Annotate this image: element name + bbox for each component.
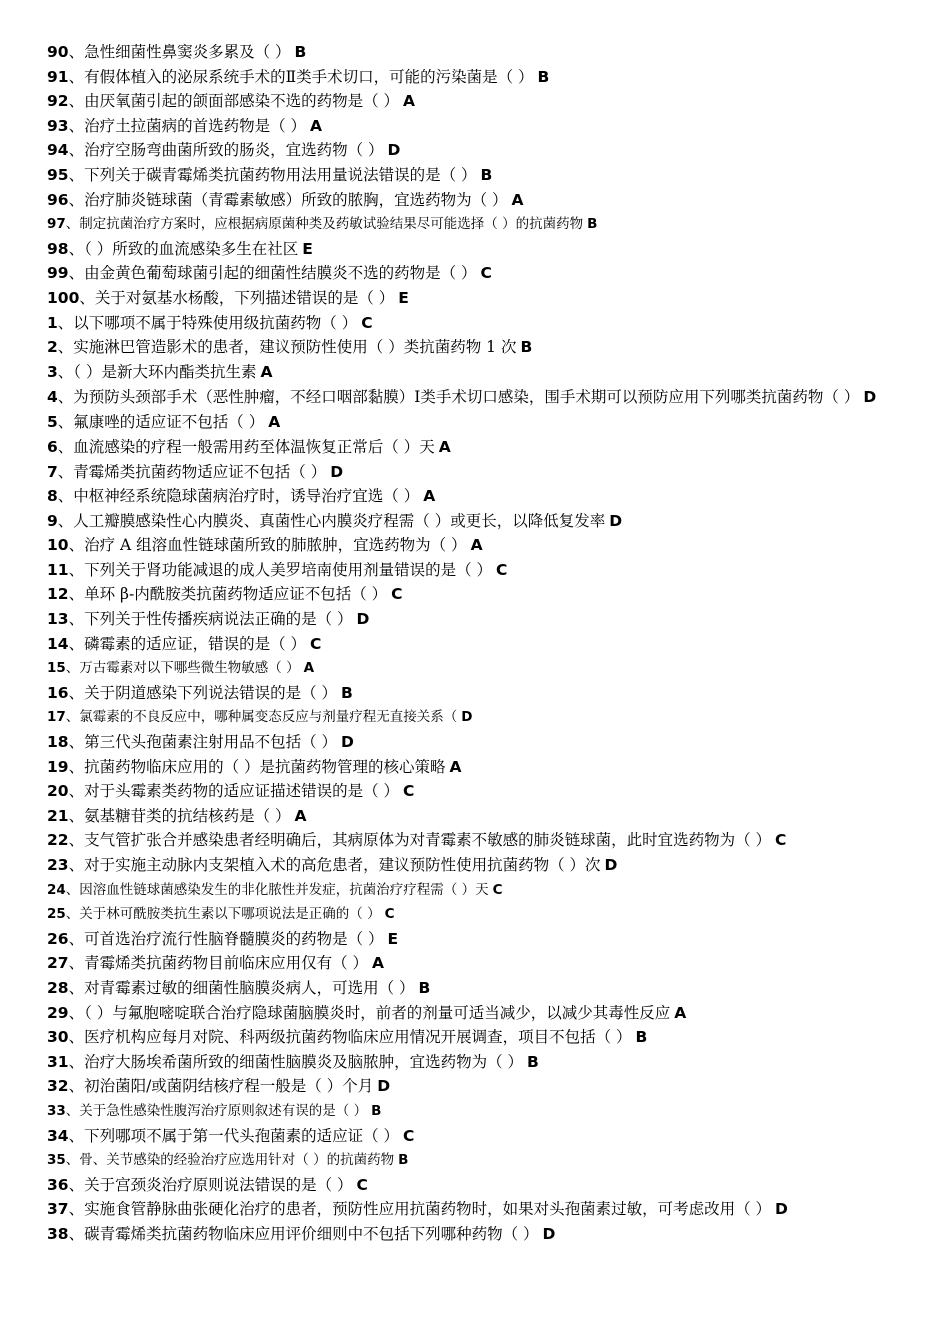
question-text: 、下列关于碳青霉烯类抗菌药物用法用量说法错误的是（ ） (68, 165, 477, 184)
answer-letter: D (609, 511, 623, 530)
answer-letter: B (398, 1152, 409, 1169)
answer-letter: A (423, 487, 436, 506)
answer-letter: C (356, 1175, 368, 1194)
question-item (47, 237, 917, 262)
question-text: 、治疗空肠弯曲菌所致的肠炎，宜选药物（ ） (68, 141, 384, 160)
question-item (47, 163, 917, 188)
question-text: 、对于实施主动脉内支架植入术的高危患者，建议预防性使用抗菌药物（ ）次 (68, 856, 601, 874)
answer-letter: C (492, 881, 503, 898)
question-item (47, 1074, 917, 1099)
question-number: 91 (47, 67, 69, 86)
question-number: 37 (47, 1200, 69, 1219)
question-item (47, 951, 917, 976)
question-item (47, 509, 917, 534)
question-number: 3 (47, 362, 58, 381)
question-number: 33 (47, 1102, 66, 1119)
question-item (47, 1099, 917, 1124)
question-number: 35 (47, 1152, 66, 1169)
question-item (47, 558, 917, 583)
question-text: 、下列关于肾功能减退的成人美罗培南使用剂量错误的是（ ） (68, 560, 493, 579)
question-item (47, 40, 917, 65)
answer-letter: D (356, 610, 370, 629)
question-number: 30 (47, 1028, 69, 1047)
answer-letter: B (341, 683, 353, 702)
question-number: 5 (47, 413, 58, 432)
answer-letter: B (418, 978, 431, 997)
question-text: 、抗菌药物临床应用的（ ）是抗菌药物管理的核心策略 (68, 757, 446, 776)
answer-letter: E (398, 288, 409, 307)
question-text: 、中枢神经系统隐球菌病治疗时，诱导治疗宜选（ ） (57, 487, 420, 506)
question-text: 、治疗大肠埃希菌所致的细菌性脑膜炎及脑脓肿，宜选药物为（ ） (68, 1052, 524, 1071)
answer-letter: A (674, 1003, 687, 1022)
question-number: 16 (47, 683, 69, 702)
question-text: 、急性细菌性鼻窦炎多累及（ ） (68, 43, 291, 61)
question-text: 、碳青霉烯类抗菌药物临床应用评价细则中不包括下列哪种药物（ ） (68, 1224, 539, 1243)
question-item (47, 435, 917, 460)
answer-letter: C (361, 313, 373, 332)
answer-letter: C (496, 560, 508, 579)
answer-letter: A (403, 92, 416, 111)
question-number: 4 (47, 388, 58, 407)
question-item (47, 1148, 917, 1173)
answer-letter: A (438, 437, 451, 456)
answer-letter: A (449, 757, 462, 776)
answer-letter: B (294, 43, 307, 61)
question-text: 、实施淋巴管造影术的患者，建议预防性使用（ ）类抗菌药物 1 次 (57, 338, 517, 357)
question-text: 、支气管扩张合并感染患者经明确后，其病原体为对青霉素不敏感的肺炎链球菌，此时宜选药物为（ ） (68, 831, 772, 850)
question-item (47, 878, 917, 903)
question-text: 、氯霉素的不良反应中，哪种属变态反应与剂量疗程无直接关系（ (65, 709, 458, 726)
question-item (47, 1050, 917, 1075)
answer-letter: C (480, 264, 492, 283)
question-text: 、万古霉素对以下哪些微生物敏感（ ） (65, 660, 300, 677)
question-number: 21 (47, 806, 69, 825)
answer-letter: D (341, 733, 354, 752)
question-number: 90 (47, 43, 69, 61)
question-item (47, 89, 917, 114)
question-list (47, 40, 917, 1247)
question-text: 、因溶血性链球菌感染发生的非化脓性并发症，抗菌治疗疗程需（ ）天 (65, 881, 489, 898)
answer-letter: B (480, 165, 493, 184)
question-item (47, 384, 917, 410)
question-number: 7 (47, 462, 58, 481)
question-item (47, 138, 917, 163)
question-number: 25 (47, 906, 66, 923)
question-number: 96 (47, 190, 69, 209)
question-text: 、第三代头孢菌素注射用品不包括（ ） (68, 733, 338, 752)
question-item (47, 1025, 917, 1050)
question-item (47, 927, 917, 952)
question-item (47, 311, 917, 336)
question-item (47, 65, 917, 90)
answer-letter: D (775, 1200, 788, 1219)
question-number: 31 (47, 1052, 69, 1071)
answer-letter: A (303, 660, 315, 677)
question-text: 、制定抗菌治疗方案时，应根据病原菌种类及药敏试验结果尽可能选择（ ）的抗菌药物 (65, 216, 584, 233)
question-number: 99 (47, 264, 69, 283)
question-text: 、对青霉素过敏的细菌性脑膜炎病人，可选用（ ） (68, 978, 415, 997)
question-item (47, 1001, 917, 1026)
answer-letter: D (604, 856, 618, 874)
question-item (47, 1124, 917, 1149)
question-text: 、对于头霉素类药物的适应证描述错误的是（ ） (68, 782, 400, 801)
answer-letter: C (391, 585, 403, 604)
question-number: 28 (47, 978, 69, 997)
question-item (47, 261, 917, 286)
question-text: 、青霉烯类抗菌药物适应证不包括（ ） (57, 462, 327, 481)
question-text: 、关于急性感染性腹泻治疗原则叙述有误的是（ ） (65, 1102, 368, 1119)
question-text: 、人工瓣膜感染性心内膜炎、真菌性心内膜炎疗程需（ ）或更长，以降低复发率 (57, 511, 606, 530)
question-item (47, 755, 917, 780)
question-text: 、磷霉素的适应证，错误的是（ ） (68, 634, 307, 653)
answer-letter: D (330, 462, 344, 481)
question-text: 、治疗土拉菌病的首选药物是（ ） (68, 116, 307, 135)
question-text: 、治疗肺炎链球菌（青霉素敏感）所致的脓胸，宜选药物为（ ） (68, 190, 508, 209)
question-number: 19 (47, 757, 69, 776)
answer-letter: B (587, 216, 598, 233)
question-number: 11 (47, 560, 69, 579)
question-item (47, 902, 917, 927)
answer-letter: C (384, 906, 395, 923)
question-item (47, 1173, 917, 1198)
answer-letter: E (302, 239, 313, 258)
question-item (47, 335, 917, 360)
answer-letter: A (310, 116, 323, 135)
answer-letter: A (268, 413, 281, 432)
question-number: 92 (47, 92, 69, 111)
question-item (47, 853, 917, 878)
question-item (47, 212, 917, 237)
answer-letter: D (387, 141, 401, 160)
question-item (47, 533, 917, 558)
question-item (47, 582, 917, 607)
question-number: 23 (47, 856, 69, 874)
question-item (47, 779, 917, 804)
question-text: 、由厌氧菌引起的颌面部感染不选的药物是（ ） (68, 92, 400, 111)
question-number: 6 (47, 437, 58, 456)
question-number: 12 (47, 585, 69, 604)
question-item (47, 410, 917, 435)
answer-letter: A (294, 806, 307, 825)
question-number: 22 (47, 831, 69, 850)
question-text: 、青霉烯类抗菌药物目前临床应用仅有（ ） (68, 954, 369, 973)
question-text: 、骨、关节感染的经验治疗应选用针对（ ）的抗菌药物 (65, 1152, 395, 1169)
question-item (47, 681, 917, 706)
question-number: 9 (47, 511, 58, 530)
question-number: 38 (47, 1224, 69, 1243)
question-number: 34 (47, 1126, 69, 1145)
question-text: 、下列哪项不属于第一代头孢菌素的适应证（ ） (68, 1126, 400, 1145)
question-text: 、氟康唑的适应证不包括（ ） (57, 413, 265, 432)
question-number: 93 (47, 116, 69, 135)
question-number: 15 (47, 660, 66, 677)
question-number: 29 (47, 1003, 69, 1022)
question-number: 24 (47, 881, 66, 898)
question-text: 、关于林可酰胺类抗生素以下哪项说法是正确的（ ） (65, 906, 381, 923)
question-item (47, 656, 917, 681)
question-text: 、为预防头颈部手术（恶性肿瘤，不经口咽部黏膜）Ⅰ类手术切口感染，围手术期可以预防应用下列哪类抗菌药物（ ） (57, 388, 860, 407)
question-text: 、有假体植入的泌尿系统手术的Ⅱ类手术切口，可能的污染菌是（ ） (68, 67, 534, 86)
question-item (47, 484, 917, 509)
question-text: 、治疗 A 组溶血性链球菌所致的肺脓肿，宜选药物为（ ） (68, 536, 467, 555)
answer-letter: A (470, 536, 483, 555)
question-item (47, 705, 917, 730)
question-item (47, 632, 917, 657)
question-number: 94 (47, 141, 69, 160)
question-text: 、下列关于性传播疾病说法正确的是（ ） (68, 610, 353, 629)
answer-letter: C (310, 634, 322, 653)
question-number: 27 (47, 954, 69, 973)
question-item (47, 188, 917, 213)
question-number: 32 (47, 1077, 69, 1096)
question-item (47, 607, 917, 632)
question-item (47, 828, 917, 853)
answer-letter: B (635, 1028, 648, 1047)
question-number: 100 (47, 288, 80, 307)
answer-letter: C (403, 1126, 415, 1145)
answer-letter: B (527, 1052, 539, 1071)
question-number: 97 (47, 216, 66, 233)
question-number: 14 (47, 634, 69, 653)
question-number: 95 (47, 165, 69, 184)
answer-letter: A (511, 190, 524, 209)
question-text: 、血流感染的疗程一般需用药至体温恢复正常后（ ）天 (57, 437, 435, 456)
question-item (47, 1222, 917, 1247)
answer-letter: B (520, 338, 533, 357)
answer-letter: D (377, 1077, 391, 1096)
question-item (47, 1197, 917, 1222)
question-text: 、实施食管静脉曲张硬化治疗的患者，预防性应用抗菌药物时，如果对头孢菌素过敏，可考虑改用（ ） (68, 1200, 772, 1219)
answer-letter: D (863, 388, 877, 407)
question-text: 、关于阴道感染下列说法错误的是（ ） (68, 683, 338, 702)
answer-letter: D (461, 709, 473, 726)
question-number: 1 (47, 313, 58, 332)
question-number: 26 (47, 929, 69, 948)
question-item (47, 286, 917, 311)
question-text: 、医疗机构应每月对院、科两级抗菌药物临床应用情况开展调查，项目不包括（ ） (68, 1028, 632, 1047)
answer-letter: A (260, 362, 273, 381)
question-text: 、氨基糖苷类的抗结核药是（ ） (68, 806, 291, 825)
question-number: 17 (47, 709, 66, 726)
question-text: 、（ ）是新大环内酯类抗生素 (57, 362, 257, 381)
question-text: 、初治菌阳/或菌阴结核疗程一般是（ ）个月 (68, 1077, 374, 1096)
question-text: 、（ ）所致的血流感染多生在社区 (68, 239, 299, 258)
question-number: 8 (47, 487, 58, 506)
question-item (47, 730, 917, 755)
question-item (47, 114, 917, 139)
answer-letter: A (372, 954, 385, 973)
question-item (47, 804, 917, 829)
answer-letter: C (775, 831, 787, 850)
question-item (47, 360, 917, 385)
question-number: 36 (47, 1175, 69, 1194)
question-number: 20 (47, 782, 69, 801)
question-text: 、关于对氨基水杨酸，下列描述错误的是（ ） (79, 288, 395, 307)
question-text: 、以下哪项不属于特殊使用级抗菌药物（ ） (57, 313, 358, 332)
answer-letter: E (387, 929, 399, 948)
answer-letter: B (371, 1102, 382, 1119)
question-number: 18 (47, 733, 69, 752)
question-number: 2 (47, 338, 58, 357)
question-item (47, 976, 917, 1001)
question-text: 、可首选治疗流行性脑脊髓膜炎的药物是（ ） (68, 929, 384, 948)
answer-letter: B (537, 67, 550, 86)
answer-letter: D (542, 1224, 556, 1243)
question-text: 、单环 β-内酰胺类抗菌药物适应证不包括（ ） (68, 585, 388, 604)
question-number: 10 (47, 536, 69, 555)
question-text: 、（ ）与氟胞嘧啶联合治疗隐球菌脑膜炎时，前者的剂量可适当减少，以减少其毒性反应 (68, 1003, 671, 1022)
question-text: 、由金黄色葡萄球菌引起的细菌性结膜炎不选的药物是（ ） (68, 264, 477, 283)
question-item (47, 460, 917, 485)
question-text: 、关于宫颈炎治疗原则说法错误的是（ ） (68, 1175, 353, 1194)
question-number: 13 (47, 610, 69, 629)
question-number: 98 (47, 239, 69, 258)
answer-letter: C (403, 782, 415, 801)
